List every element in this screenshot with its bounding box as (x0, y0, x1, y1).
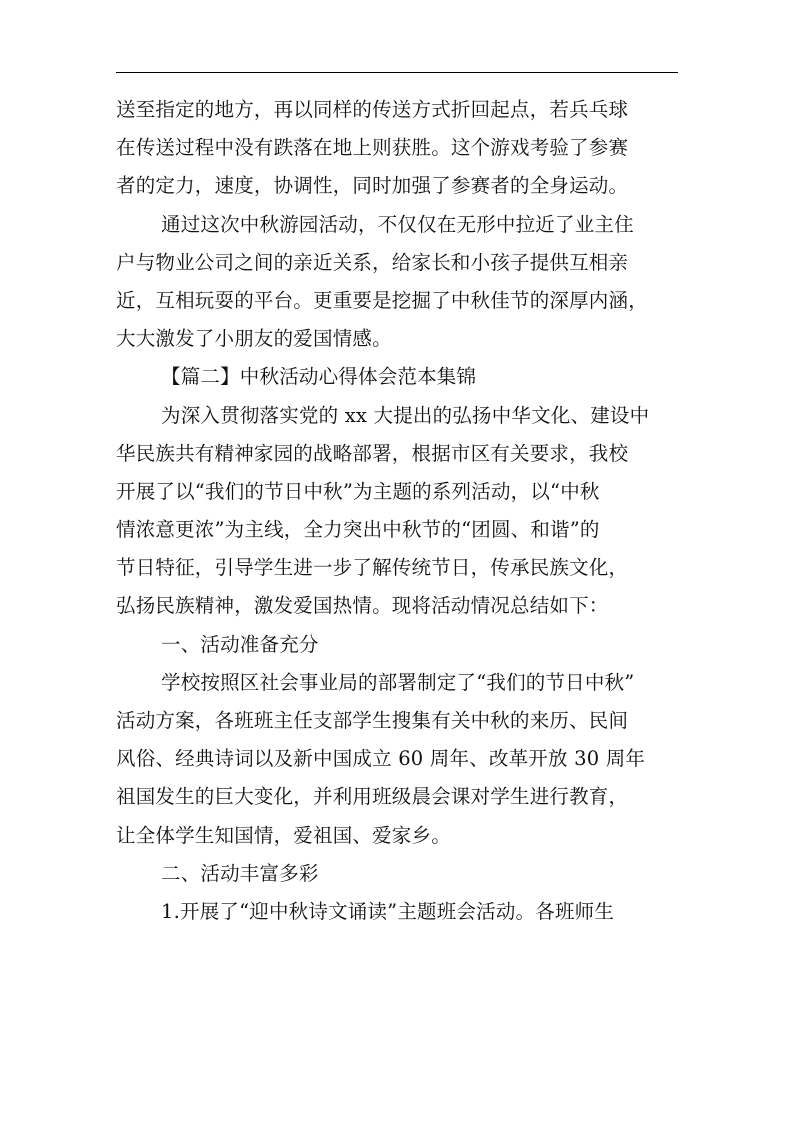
text-line: 大大激发了小朋友的爱国情感。 (116, 327, 392, 351)
text-line: 在传送过程中没有跌落在地上则获胜。这个游戏考验了参赛 (116, 136, 629, 160)
subsection-heading: 一、活动准备充分 (161, 632, 319, 656)
header-rule (116, 72, 678, 73)
text-line: 祖国发生的巨大变化，并利用班级晨会课对学生进行教育， (116, 785, 629, 809)
paragraph-start-line: 1.开展了“迎中秋诗文诵读”主题班会活动。各班师生 (161, 899, 615, 923)
document-body (116, 91, 682, 931)
text-line: 华民族共有精神家园的战略部署，根据市区有关要求，我校 (116, 441, 629, 465)
paragraph-start-line: 通过这次中秋游园活动，不仅仅在无形中拉近了业主住 (161, 212, 634, 236)
text-line: 送至指定的地方，再以同样的传送方式折回起点，若兵乓球 (116, 98, 629, 121)
paragraph-start-line: 为深入贯彻落实党的 xx 大提出的弘扬中华文化、建设中 (161, 403, 650, 427)
text-line: 让全体学生知国情，爱祖国、爱家乡。 (116, 823, 451, 847)
text-line: 情浓意更浓”为主线，全力突出中秋节的“团圆、和谐”的 (116, 518, 600, 542)
text-line: 弘扬民族精神，激发爱国热情。现将活动情况总结如下： (116, 594, 609, 618)
subsection-heading: 二、活动丰富多彩 (161, 861, 319, 885)
text-line: 者的定力，速度，协调性，同时加强了参赛者的全身运动。 (116, 174, 629, 198)
text-line: 节日特征，引导学生进一步了解传统节日，传承民族文化， (116, 556, 629, 580)
text-line: 活动方案，各班班主任支部学生搜集有关中秋的来历、民间 (116, 709, 629, 732)
text-line: 近，互相玩耍的平台。更重要是挖掘了中秋佳节的深厚内涵， (116, 288, 648, 312)
paragraph-start-line: 学校按照区社会事业局的部署制定了“我们的节日中秋” (161, 670, 635, 694)
section-heading: 【篇二】中秋活动心得体会范本集锦 (161, 365, 477, 389)
text-line: 风俗、经典诗词以及新中国成立 60 周年、改革开放 30 周年 (116, 747, 646, 771)
text-line: 开展了以“我们的节日中秋”为主题的系列活动，以“中秋 (116, 479, 600, 503)
text-line: 户与物业公司之间的亲近关系，给家长和小孩子提供互相亲 (116, 250, 629, 274)
